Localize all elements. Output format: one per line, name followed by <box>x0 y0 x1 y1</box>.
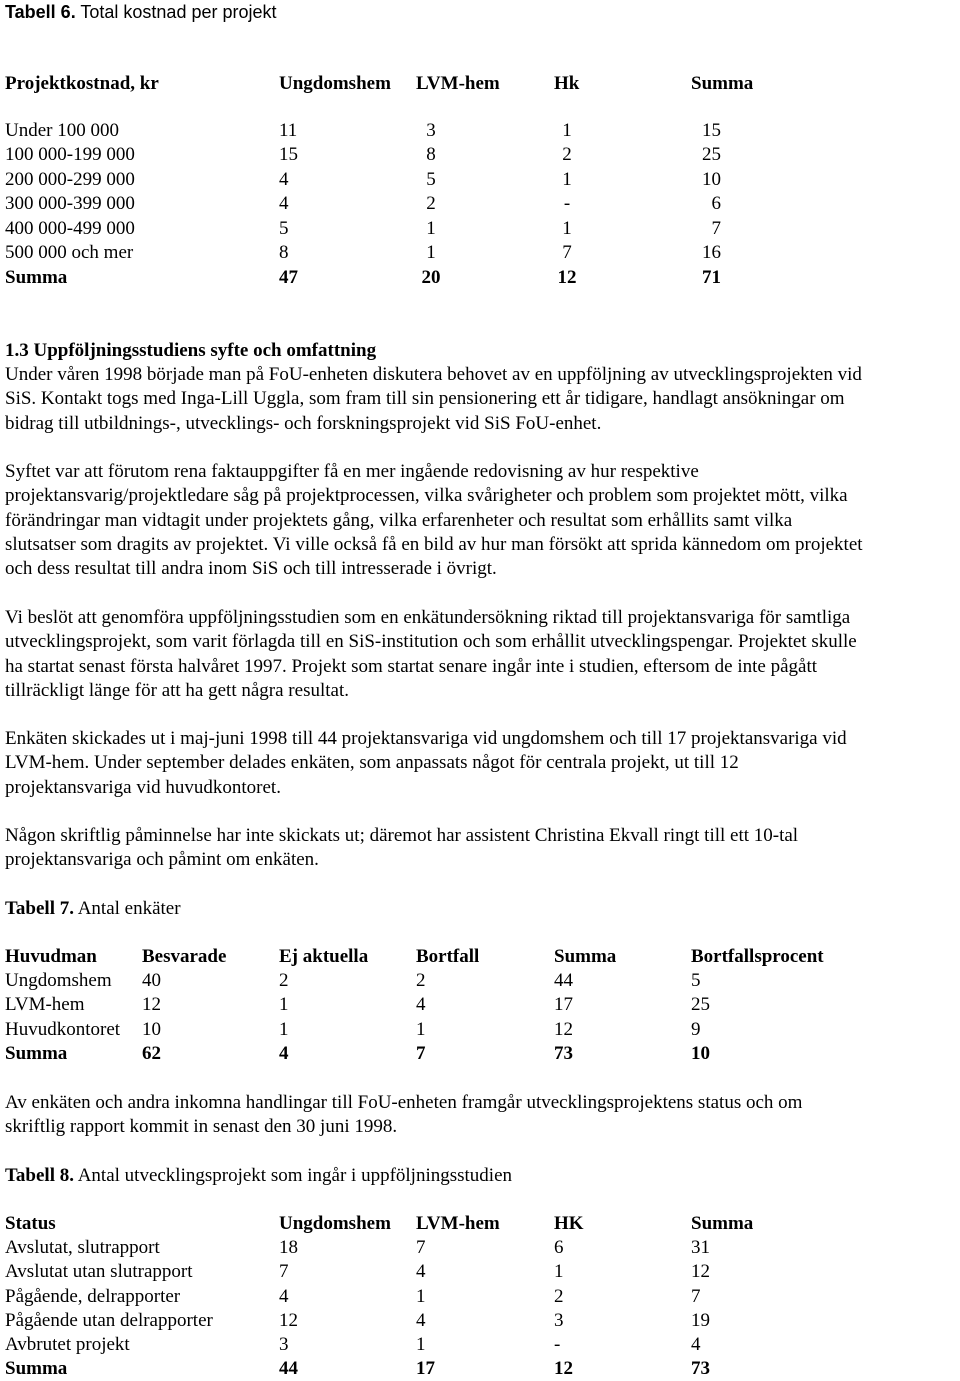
table7-cell: 25 <box>691 994 710 1016</box>
table7-cell: 73 <box>554 1043 573 1064</box>
paragraph-3 <box>5 606 957 703</box>
table6-cell: 1 <box>426 242 436 263</box>
table6-cell: 5 <box>426 168 436 190</box>
table8-caption-text: Antal utvecklingsprojekt som ingår i uppföljningsstudien <box>77 1165 513 1186</box>
table8-cell: Summa <box>691 1213 754 1234</box>
table6-cell: 500 000 och mer <box>5 242 134 263</box>
table6-cell: 1 <box>562 120 572 141</box>
table8-cell: Avslutat, slutrapport <box>5 1237 160 1258</box>
table6-caption-text: Total kostnad per projekt <box>80 2 277 22</box>
table8-cell: 4 <box>416 1309 426 1331</box>
table7-cell: Ej aktuella <box>279 946 369 967</box>
table6-header-cell: Projektkostnad, kr <box>5 73 159 94</box>
table6-cell: 16 <box>702 242 721 263</box>
table6-caption <box>5 0 277 24</box>
table8-cell: 4 <box>279 1285 289 1307</box>
table6-cell: 200 000-299 000 <box>5 168 135 190</box>
table7-cell: Bortfall <box>416 946 480 967</box>
table7-cell: 1 <box>279 994 289 1016</box>
table8-cell: - <box>554 1334 561 1356</box>
paragraph-line: slutsatser som dragits av projektet. Vi ville också få en bild av hur man försökt att sprida kännedom om projektet <box>5 533 863 555</box>
table6-cell: 4 <box>279 193 289 215</box>
table8-cell: Pågående, delrapporter <box>5 1285 181 1307</box>
table8-cell: 3 <box>279 1334 289 1356</box>
table7-cell: Bortfallsprocent <box>691 946 824 967</box>
table6-cell: Under 100 000 <box>5 120 119 141</box>
table6-cell: 8 <box>426 144 436 166</box>
table6-cell: 3 <box>426 120 436 141</box>
table8-cell: 18 <box>279 1237 298 1258</box>
table6-cell: 7 <box>562 242 572 263</box>
table7-caption-text: Antal enkäter <box>77 898 181 919</box>
table6-cell: 2 <box>426 193 436 215</box>
paragraph-line: bidrag till utbildnings-, utvecklings- och forskningsprojekt vid SiS FoU-enhet. <box>5 412 602 434</box>
paragraph-line: utvecklingsprojekt, som varit förlagda till en SiS-institution och som erhållit utvecklingspengar. Projektet skulle <box>5 631 857 653</box>
table8-cell: Status <box>5 1213 56 1234</box>
paragraph-6 <box>5 1091 957 1140</box>
paragraph-line: projektansvariga och påmint om enkäten. <box>5 849 319 871</box>
table6-cell: - <box>563 193 571 215</box>
table8-cell: 73 <box>691 1358 710 1379</box>
table6-cell: 12 <box>557 267 577 288</box>
table7-caption <box>5 897 181 921</box>
table7-cell: Ungdomshem <box>5 970 112 991</box>
paragraph-line: SiS. Kontakt togs med Inga-Lill Uggla, som fram till sin pensionering ett år tidigare, handlagt ansökningar om <box>5 388 845 410</box>
table7-cell: 10 <box>691 1043 710 1064</box>
paragraph-line: tillräckligt länge för att ha gett några resultat. <box>5 679 349 701</box>
table7-cell: Huvudman <box>5 946 97 967</box>
table6-cell: 100 000-199 000 <box>5 144 135 166</box>
table7-cell: 7 <box>416 1043 426 1064</box>
table6-header-cell: Summa <box>691 73 754 94</box>
table8-cell: 1 <box>416 1285 426 1307</box>
table6-cell: 1 <box>562 168 572 190</box>
table6-cell: 7 <box>711 217 721 239</box>
table7-cell: Besvarade <box>142 946 227 967</box>
table7-cell: 2 <box>416 970 426 991</box>
table7-cell: 9 <box>691 1018 701 1040</box>
table6-cell: 300 000-399 000 <box>5 193 135 215</box>
table7-cell: 44 <box>554 970 573 991</box>
paragraph-4 <box>5 727 957 800</box>
table8-cell: 31 <box>691 1237 710 1258</box>
table6-caption-label: Tabell 6. <box>5 2 76 22</box>
paragraph-line: Vi beslöt att genomföra uppföljningsstudien som en enkätundersökning riktad till projektansvariga för samtliga <box>5 607 851 628</box>
table7-cell: Huvudkontoret <box>5 1018 121 1040</box>
table6-cell: 10 <box>702 168 721 190</box>
table7-cell: Summa <box>5 1043 68 1064</box>
table6-cell: 71 <box>702 267 721 288</box>
table7-cell: 12 <box>142 994 161 1016</box>
table7-cell: 5 <box>691 970 701 991</box>
table8-cell: HK <box>554 1213 584 1234</box>
paragraph-line: och dess resultat till andra inom SiS och till intresserade i övrigt. <box>5 558 497 580</box>
table6-cell: 15 <box>279 144 298 166</box>
table8-cell: 1 <box>554 1261 564 1283</box>
table8-cell: 12 <box>279 1309 298 1331</box>
table6-cell: 6 <box>711 193 721 215</box>
table7-caption-label: Tabell 7. <box>5 898 74 919</box>
table8-cell: 19 <box>691 1309 710 1331</box>
table8-cell: LVM-hem <box>416 1213 500 1234</box>
table8-cell: 7 <box>279 1261 289 1283</box>
paragraph-line: projektansvariga vid huvudkontoret. <box>5 776 281 798</box>
table6-header-cell: Ungdomshem <box>279 73 391 94</box>
table6-cell: 25 <box>702 144 721 166</box>
table6-cell: 11 <box>279 120 298 141</box>
table8-cell: 2 <box>554 1285 564 1307</box>
paragraph-line: Någon skriftlig påminnelse har inte skickats ut; däremot har assistent Christina Ekvall ringt till ett 10-tal <box>5 825 799 846</box>
table8-cell: Pågående utan delrapporter <box>5 1309 213 1331</box>
table6-cell: Summa <box>5 267 68 288</box>
table6-cell: 20 <box>421 267 441 288</box>
table8-cell: 4 <box>416 1261 426 1283</box>
table6-cell: 47 <box>279 267 298 288</box>
table8-cell: 3 <box>554 1309 564 1331</box>
table8-cell: Avbrutet projekt <box>5 1334 130 1356</box>
table6-cell: 1 <box>426 217 436 239</box>
paragraph-line: Under våren 1998 började man på FoU-enheten diskutera behovet av en uppföljning av utvecklingsprojekten vid <box>5 364 862 385</box>
table7-cell: 4 <box>279 1043 289 1064</box>
table6-header-cell: LVM-hem <box>416 73 500 94</box>
paragraph-2 <box>5 460 957 581</box>
table6-cell: 1 <box>562 217 572 239</box>
table8-cell: Summa <box>5 1358 68 1379</box>
table7-cell: 62 <box>142 1043 161 1064</box>
paragraph-line: projektansvarig/projektledare såg på projektprocessen, vilka svårigheter och problem som projektet mött, vilka <box>5 485 848 507</box>
table6-cell: 4 <box>279 168 289 190</box>
paragraph-line: Enkäten skickades ut i maj-juni 1998 till 44 projektansvariga vid ungdomshem och till 17 projektansvariga vid <box>5 728 847 749</box>
table6-header-cell: Hk <box>554 73 580 94</box>
paragraph-line: LVM-hem. Under september delades enkäten, som anpassats något för centrala projekt, ut till 12 <box>5 752 739 774</box>
table7-cell: 12 <box>554 1018 573 1040</box>
section-heading: 1.3 Uppföljningsstudiens syfte och omfattning <box>5 340 377 361</box>
table7-cell: 4 <box>416 994 426 1016</box>
table7-cell: 40 <box>142 970 161 991</box>
table8-cell: 12 <box>554 1358 573 1379</box>
table8-cell: 6 <box>554 1237 564 1258</box>
table8-cell: 7 <box>691 1285 701 1307</box>
paragraph-line: förändringar man vidtagit under projektets gång, vilka erfarenheter och resultat som erhållits samt vilka <box>5 509 793 531</box>
table8-cell: 1 <box>416 1334 426 1356</box>
paragraph-line: Syftet var att förutom rena faktauppgifter få en mer ingående redovisning av hur respektive <box>5 461 699 482</box>
table8-cell: 4 <box>691 1334 701 1356</box>
table7-cell: LVM-hem <box>5 994 85 1016</box>
table8-cell: Ungdomshem <box>279 1213 391 1234</box>
table8-cell: 17 <box>416 1358 435 1379</box>
table8-cell: Avslutat utan slutrapport <box>5 1261 193 1283</box>
table7-cell: 1 <box>416 1018 426 1040</box>
table8-cell: 44 <box>279 1358 298 1379</box>
table6-cell: 2 <box>562 144 572 166</box>
paragraph-1 <box>5 363 957 436</box>
table7-cell: 17 <box>554 994 573 1016</box>
table8-caption-label: Tabell 8. <box>5 1165 74 1186</box>
table6-cell: 8 <box>279 242 289 263</box>
paragraph-line: skriftlig rapport kommit in senast den 30 juni 1998. <box>5 1116 398 1138</box>
paragraph-line: Av enkäten och andra inkomna handlingar till FoU-enheten framgår utvecklingsprojektens status och om <box>5 1092 803 1113</box>
table7-cell: Summa <box>554 946 617 967</box>
table8-cell: 12 <box>691 1261 710 1283</box>
paragraph-line: ha startat senast första halvåret 1997. Projekt som startat senare ingår inte i studien, eftersom de inte pågått <box>5 655 817 677</box>
table6-cell: 15 <box>702 120 721 141</box>
table7-cell: 10 <box>142 1018 161 1040</box>
paragraph-5 <box>5 824 957 873</box>
table8-caption <box>5 1164 512 1188</box>
table7-cell: 2 <box>279 970 289 991</box>
table8-cell: 7 <box>416 1237 426 1258</box>
table7-cell: 1 <box>279 1018 289 1040</box>
table6-cell: 400 000-499 000 <box>5 217 135 239</box>
table6-cell: 5 <box>279 217 289 239</box>
